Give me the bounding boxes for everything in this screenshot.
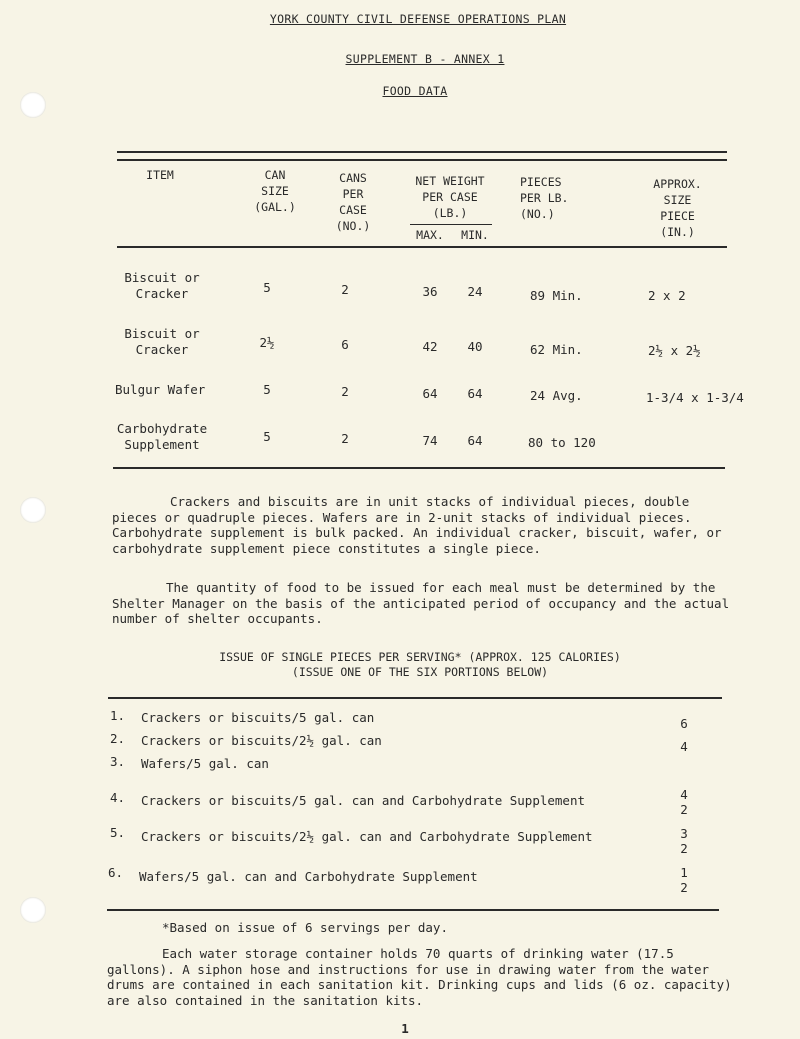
col-header-item: ITEM [146,168,174,182]
issue-top-rule [108,697,722,699]
table-cell-can-size: 2½ [259,335,275,350]
table-cell-item: Biscuit or Cracker [124,326,200,357]
table-cell-item: Bulgur Wafer [115,382,206,397]
list-item-number: 5. [110,825,126,840]
list-item-qty: 4 2 [680,787,688,817]
table-cell-max: 36 [422,284,438,299]
table-cell-cans: 2 [341,384,349,399]
col-header-max: MAX. [416,228,444,242]
table-cell-item: Carbohydrate Supplement [116,421,208,452]
table-cell-size: 2½ x 2½ [648,343,701,358]
table-cell-size: 1-3/4 x 1-3/4 [646,390,744,405]
list-item-number: 6. [108,865,124,880]
water-paragraph: Each water storage container holds 70 quarts of drinking water (17.5 gallons). A siphon hose and instructions for use in drawing water from the water drums are contained in each sanitation kit. Drinking cups and lids (6 oz. capacity) are also contained in the sanitation kits. [107,946,732,1008]
list-item-text: Crackers or biscuits/2½ gal. can and Carbohydrate Supplement [141,829,593,844]
issue-bottom-rule [107,909,719,911]
supplement-heading: SUPPLEMENT B - ANNEX 1 [345,52,505,66]
col-header-net-weight: NET WEIGHT PER CASE (LB.) [415,174,485,220]
list-item-qty: 3 2 [680,826,688,856]
list-item-number: 2. [110,731,126,746]
table-cell-can-size: 5 [263,280,271,295]
table-cell-pieces: 24 Avg. [530,388,583,403]
col-header-min: MIN. [461,228,489,242]
table-bottom-rule [113,467,725,469]
table-cell-pieces: 62 Min. [530,342,583,357]
table-cell-min: 64 [467,433,483,448]
table-cell-min: 24 [467,284,483,299]
table-cell-size: 2 x 2 [648,288,686,303]
table-cell-max: 74 [422,433,438,448]
list-item-qty: 1 2 [680,865,688,895]
list-item-qty: 6 [680,716,688,731]
issue-subheading: (ISSUE ONE OF THE SIX PORTIONS BELOW) [291,665,549,679]
table-cell-cans: 2 [341,282,349,297]
list-item-text: Crackers or biscuits/2½ gal. can [141,733,382,748]
list-item-text: Wafers/5 gal. can [141,756,269,771]
packaging-paragraph: Crackers and biscuits are in unit stacks of individual pieces, double pieces or quadruple pieces. Wafers are in 2-unit stacks of individual pieces. Carbohydrate supplement is bulk packed. An individual cracker, biscuit, wafer, or carbohydrate supplement piece constitutes a single piece. [112,494,722,556]
section-heading: FOOD DATA [382,84,448,98]
page-number: 1 [401,1021,409,1036]
col-header-cans-per-case: CANS PER CASE (NO.) [335,171,371,233]
list-item-text: Wafers/5 gal. can and Carbohydrate Supplement [139,869,478,884]
table-cell-cans: 2 [341,431,349,446]
list-item-text: Crackers or biscuits/5 gal. can and Carbohydrate Supplement [141,793,586,808]
list-item-number: 1. [110,708,126,723]
col-header-approx-size: APPROX. SIZE PIECE (IN.) [653,177,702,239]
table-cell-item: Biscuit or Cracker [124,270,200,301]
table-top-rule [117,159,727,161]
list-item-text: Crackers or biscuits/5 gal. can [141,710,375,725]
table-header-rule [117,246,727,248]
quantity-paragraph: The quantity of food to be issued for each meal must be determined by the Shelter Manager on the basis of the anticipated period of occupancy and the actual number of shelter occupants. [112,580,730,626]
issue-heading: ISSUE OF SINGLE PIECES PER SERVING* (APPROX. 125 CALORIES) [219,650,621,664]
net-weight-divider [410,224,492,225]
table-cell-can-size: 5 [263,429,271,444]
document-title: YORK COUNTY CIVIL DEFENSE OPERATIONS PLAN [269,12,567,26]
list-item-qty: 4 [680,739,688,754]
table-cell-min: 40 [467,339,483,354]
col-header-can-size: CAN SIZE (GAL.) [254,168,296,214]
table-top-rule [117,151,727,153]
footnote: *Based on issue of 6 servings per day. [162,920,448,935]
punch-hole [20,497,46,523]
table-cell-min: 64 [467,386,483,401]
col-header-pieces-per-lb: PIECES PER LB. (NO.) [520,175,569,221]
table-cell-can-size: 5 [263,382,271,397]
table-cell-cans: 6 [341,337,349,352]
table-cell-pieces: 80 to 120 [528,435,596,450]
list-item-number: 4. [110,790,126,805]
table-cell-pieces: 89 Min. [530,288,583,303]
list-item-number: 3. [110,754,126,769]
punch-hole [20,897,46,923]
table-cell-max: 42 [422,339,438,354]
table-cell-max: 64 [422,386,438,401]
